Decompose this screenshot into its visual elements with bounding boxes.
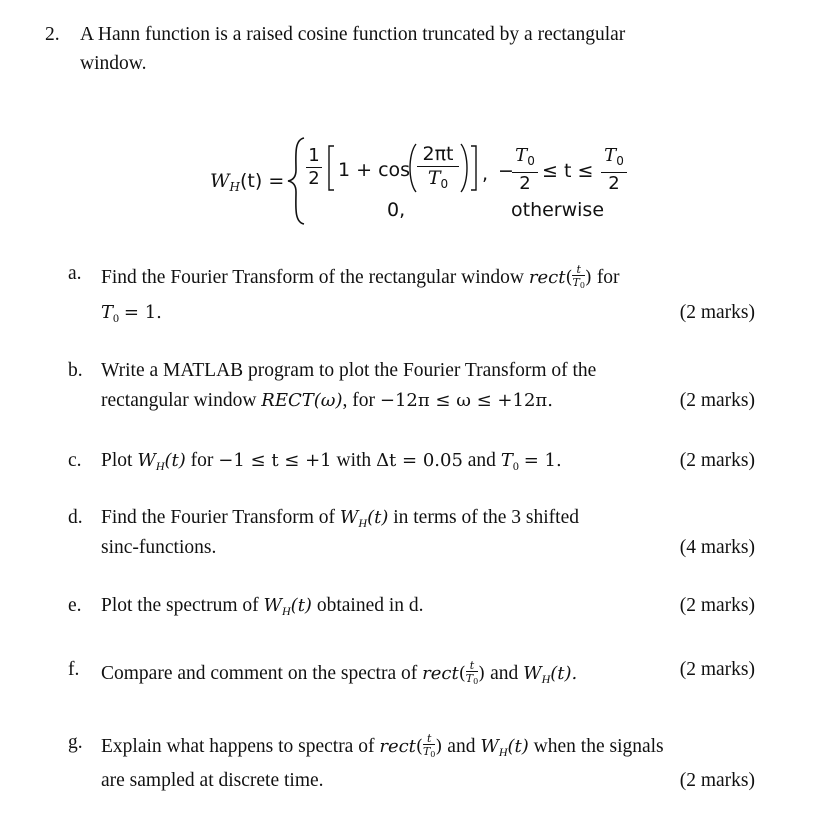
part-a-line2 bbox=[101, 303, 162, 324]
part-g-label: g. bbox=[68, 732, 83, 753]
part-g-frac-den: T bbox=[422, 745, 431, 758]
part-b-RECT: RECT(ω) bbox=[261, 390, 343, 411]
part-g-fraction bbox=[423, 733, 435, 759]
part-c-range: −1 ≤ t ≤ +1 bbox=[218, 450, 332, 471]
part-a-for: for bbox=[596, 267, 620, 288]
inner-fraction bbox=[417, 143, 459, 196]
question-intro-line2: window. bbox=[80, 53, 147, 74]
condition-minus: − bbox=[498, 160, 514, 182]
cond-right-T: T bbox=[604, 145, 617, 166]
case-otherwise: otherwise bbox=[511, 199, 605, 221]
question-number: 2. bbox=[45, 24, 60, 45]
part-d-label: d. bbox=[68, 507, 83, 528]
part-g-frac-num: t bbox=[423, 733, 435, 745]
cond-left-den: 2 bbox=[519, 173, 531, 194]
part-c-label: c. bbox=[68, 450, 82, 471]
half-fraction bbox=[306, 145, 322, 190]
part-d-W-arg: (t) bbox=[367, 507, 389, 528]
part-c-for: for bbox=[190, 450, 214, 471]
part-c-plot: Plot bbox=[101, 450, 133, 471]
right-bracket bbox=[469, 144, 479, 192]
part-g-W-arg: (t) bbox=[507, 736, 529, 757]
part-e-text-a: Plot the spectrum of bbox=[101, 595, 259, 616]
condition-right-fraction bbox=[601, 145, 627, 195]
left-bracket bbox=[326, 144, 336, 192]
part-e-W-sub: H bbox=[282, 604, 291, 618]
part-c-T-value: = 1. bbox=[523, 450, 562, 471]
part-a-frac-sub: 0 bbox=[579, 281, 585, 290]
part-b-for: , for bbox=[342, 390, 375, 411]
part-c-with: with bbox=[336, 450, 372, 471]
case-zero: 0, bbox=[387, 199, 406, 221]
cond-right-num bbox=[601, 145, 627, 173]
part-d-text-a: Find the Fourier Transform of bbox=[101, 507, 335, 528]
cond-left-T: T bbox=[515, 145, 528, 166]
part-e-W: W bbox=[263, 595, 282, 616]
cond-left-num bbox=[512, 145, 538, 173]
part-a-T: T bbox=[101, 302, 114, 323]
inner-num-text: 2πt bbox=[422, 143, 454, 165]
part-e-label: e. bbox=[68, 595, 82, 616]
part-f-fraction bbox=[466, 660, 478, 686]
part-b-marks: (2 marks) bbox=[679, 390, 755, 411]
part-b-line1: Write a MATLAB program to plot the Fourier Transform of the bbox=[101, 360, 597, 381]
part-a-fraction bbox=[572, 264, 584, 290]
part-b-range: −12π ≤ ω ≤ +12π. bbox=[379, 390, 553, 411]
part-f-W-arg: (t). bbox=[550, 663, 578, 684]
cond-right-sub: 0 bbox=[616, 154, 624, 168]
inner-den-sub: 0 bbox=[440, 177, 449, 191]
part-f-label: f. bbox=[68, 659, 80, 680]
part-g-paren-close: ) bbox=[435, 736, 443, 757]
part-d-line1 bbox=[101, 508, 579, 529]
inner-den-T: T bbox=[427, 167, 441, 189]
part-f-paren-close: ) bbox=[478, 663, 486, 684]
half-numerator: 1 bbox=[306, 145, 322, 168]
hann-equation bbox=[0, 0, 833, 240]
part-d-marks: (4 marks) bbox=[679, 537, 755, 558]
cond-left-sub: 0 bbox=[527, 154, 535, 168]
lhs-argument: (t) = bbox=[240, 170, 285, 192]
part-b-label: b. bbox=[68, 360, 83, 381]
part-a-line1 bbox=[101, 264, 620, 290]
part-a-paren-close: ) bbox=[584, 267, 592, 288]
part-g-text-b: when the signals bbox=[533, 736, 664, 757]
part-g-line2: are sampled at discrete time. bbox=[101, 770, 324, 791]
part-f-W: W bbox=[523, 663, 542, 684]
part-c-and: and bbox=[467, 450, 496, 471]
piecewise-brace bbox=[286, 136, 308, 226]
part-e-marks: (2 marks) bbox=[679, 595, 755, 616]
part-d-line2: sinc-functions. bbox=[101, 537, 217, 558]
question-intro-line1: A Hann function is a raised cosine function truncated by a rectangular bbox=[80, 24, 626, 45]
equation-lhs bbox=[210, 170, 284, 194]
part-g-paren-open: ( bbox=[415, 736, 423, 757]
part-f-frac-num: t bbox=[466, 660, 478, 672]
part-f-line bbox=[101, 660, 577, 686]
part-b-text: rectangular window bbox=[101, 390, 257, 411]
part-c-marks: (2 marks) bbox=[679, 450, 755, 471]
part-g-and: and bbox=[447, 736, 476, 757]
part-e-W-arg: (t) bbox=[290, 595, 312, 616]
part-g-marks: (2 marks) bbox=[679, 770, 755, 791]
part-g-W-sub: H bbox=[498, 745, 508, 759]
part-f-frac-sub: 0 bbox=[473, 677, 479, 686]
part-c-T-sub: 0 bbox=[512, 459, 519, 473]
part-g-text-a: Explain what happens to spectra of bbox=[101, 736, 375, 757]
part-c-W: W bbox=[137, 450, 156, 471]
part-f-rect: rect bbox=[422, 663, 459, 684]
lhs-subscript: H bbox=[229, 180, 240, 194]
part-f-marks: (2 marks) bbox=[679, 659, 755, 680]
condition-middle bbox=[542, 160, 593, 182]
condition-left-fraction bbox=[512, 145, 538, 195]
part-a-text: Find the Fourier Transform of the rectangular window bbox=[101, 267, 524, 288]
part-g-frac-sub: 0 bbox=[430, 750, 436, 759]
part-e-text-b: obtained in d. bbox=[316, 595, 424, 616]
part-f-text-a: Compare and comment on the spectra of bbox=[101, 663, 418, 684]
part-a-T-sub: 0 bbox=[113, 311, 120, 325]
part-b-line2 bbox=[101, 391, 553, 411]
cond-right-den: 2 bbox=[608, 173, 620, 194]
part-g-line1 bbox=[101, 733, 664, 759]
part-c-W-arg: (t) bbox=[164, 450, 186, 471]
part-c-T: T bbox=[500, 450, 513, 471]
part-a-T-value: = 1. bbox=[123, 302, 162, 323]
part-a-paren-open: ( bbox=[565, 267, 573, 288]
part-g-rect: rect bbox=[379, 736, 416, 757]
part-d-text-b: in terms of the 3 shifted bbox=[393, 507, 579, 528]
cond-mid-text: ≤ t ≤ bbox=[542, 160, 594, 182]
lhs-symbol: W bbox=[210, 170, 230, 192]
part-f-frac-den: T bbox=[465, 672, 474, 685]
part-c-line bbox=[101, 451, 562, 472]
part-a-label: a. bbox=[68, 263, 82, 284]
part-a-rect: rect bbox=[528, 267, 566, 288]
part-d-W-sub: H bbox=[358, 516, 368, 530]
part-a-marks: (2 marks) bbox=[679, 302, 755, 323]
part-f-paren-open: ( bbox=[458, 663, 466, 684]
part-e-line bbox=[101, 596, 424, 617]
part-a-frac-num: t bbox=[572, 264, 584, 276]
inner-denominator bbox=[417, 167, 459, 196]
inner-numerator bbox=[417, 143, 459, 167]
part-f-W-sub: H bbox=[541, 672, 551, 686]
equation-comma: , bbox=[482, 163, 489, 185]
part-d-W: W bbox=[339, 507, 359, 528]
half-denominator: 2 bbox=[308, 168, 320, 189]
part-f-and: and bbox=[490, 663, 519, 684]
part-g-W: W bbox=[480, 736, 499, 757]
part-c-W-sub: H bbox=[155, 459, 165, 473]
one-plus-cos: 1 + cos bbox=[338, 159, 411, 181]
part-c-dt: Δt = 0.05 bbox=[376, 450, 463, 471]
part-a-frac-den: T bbox=[572, 276, 580, 289]
